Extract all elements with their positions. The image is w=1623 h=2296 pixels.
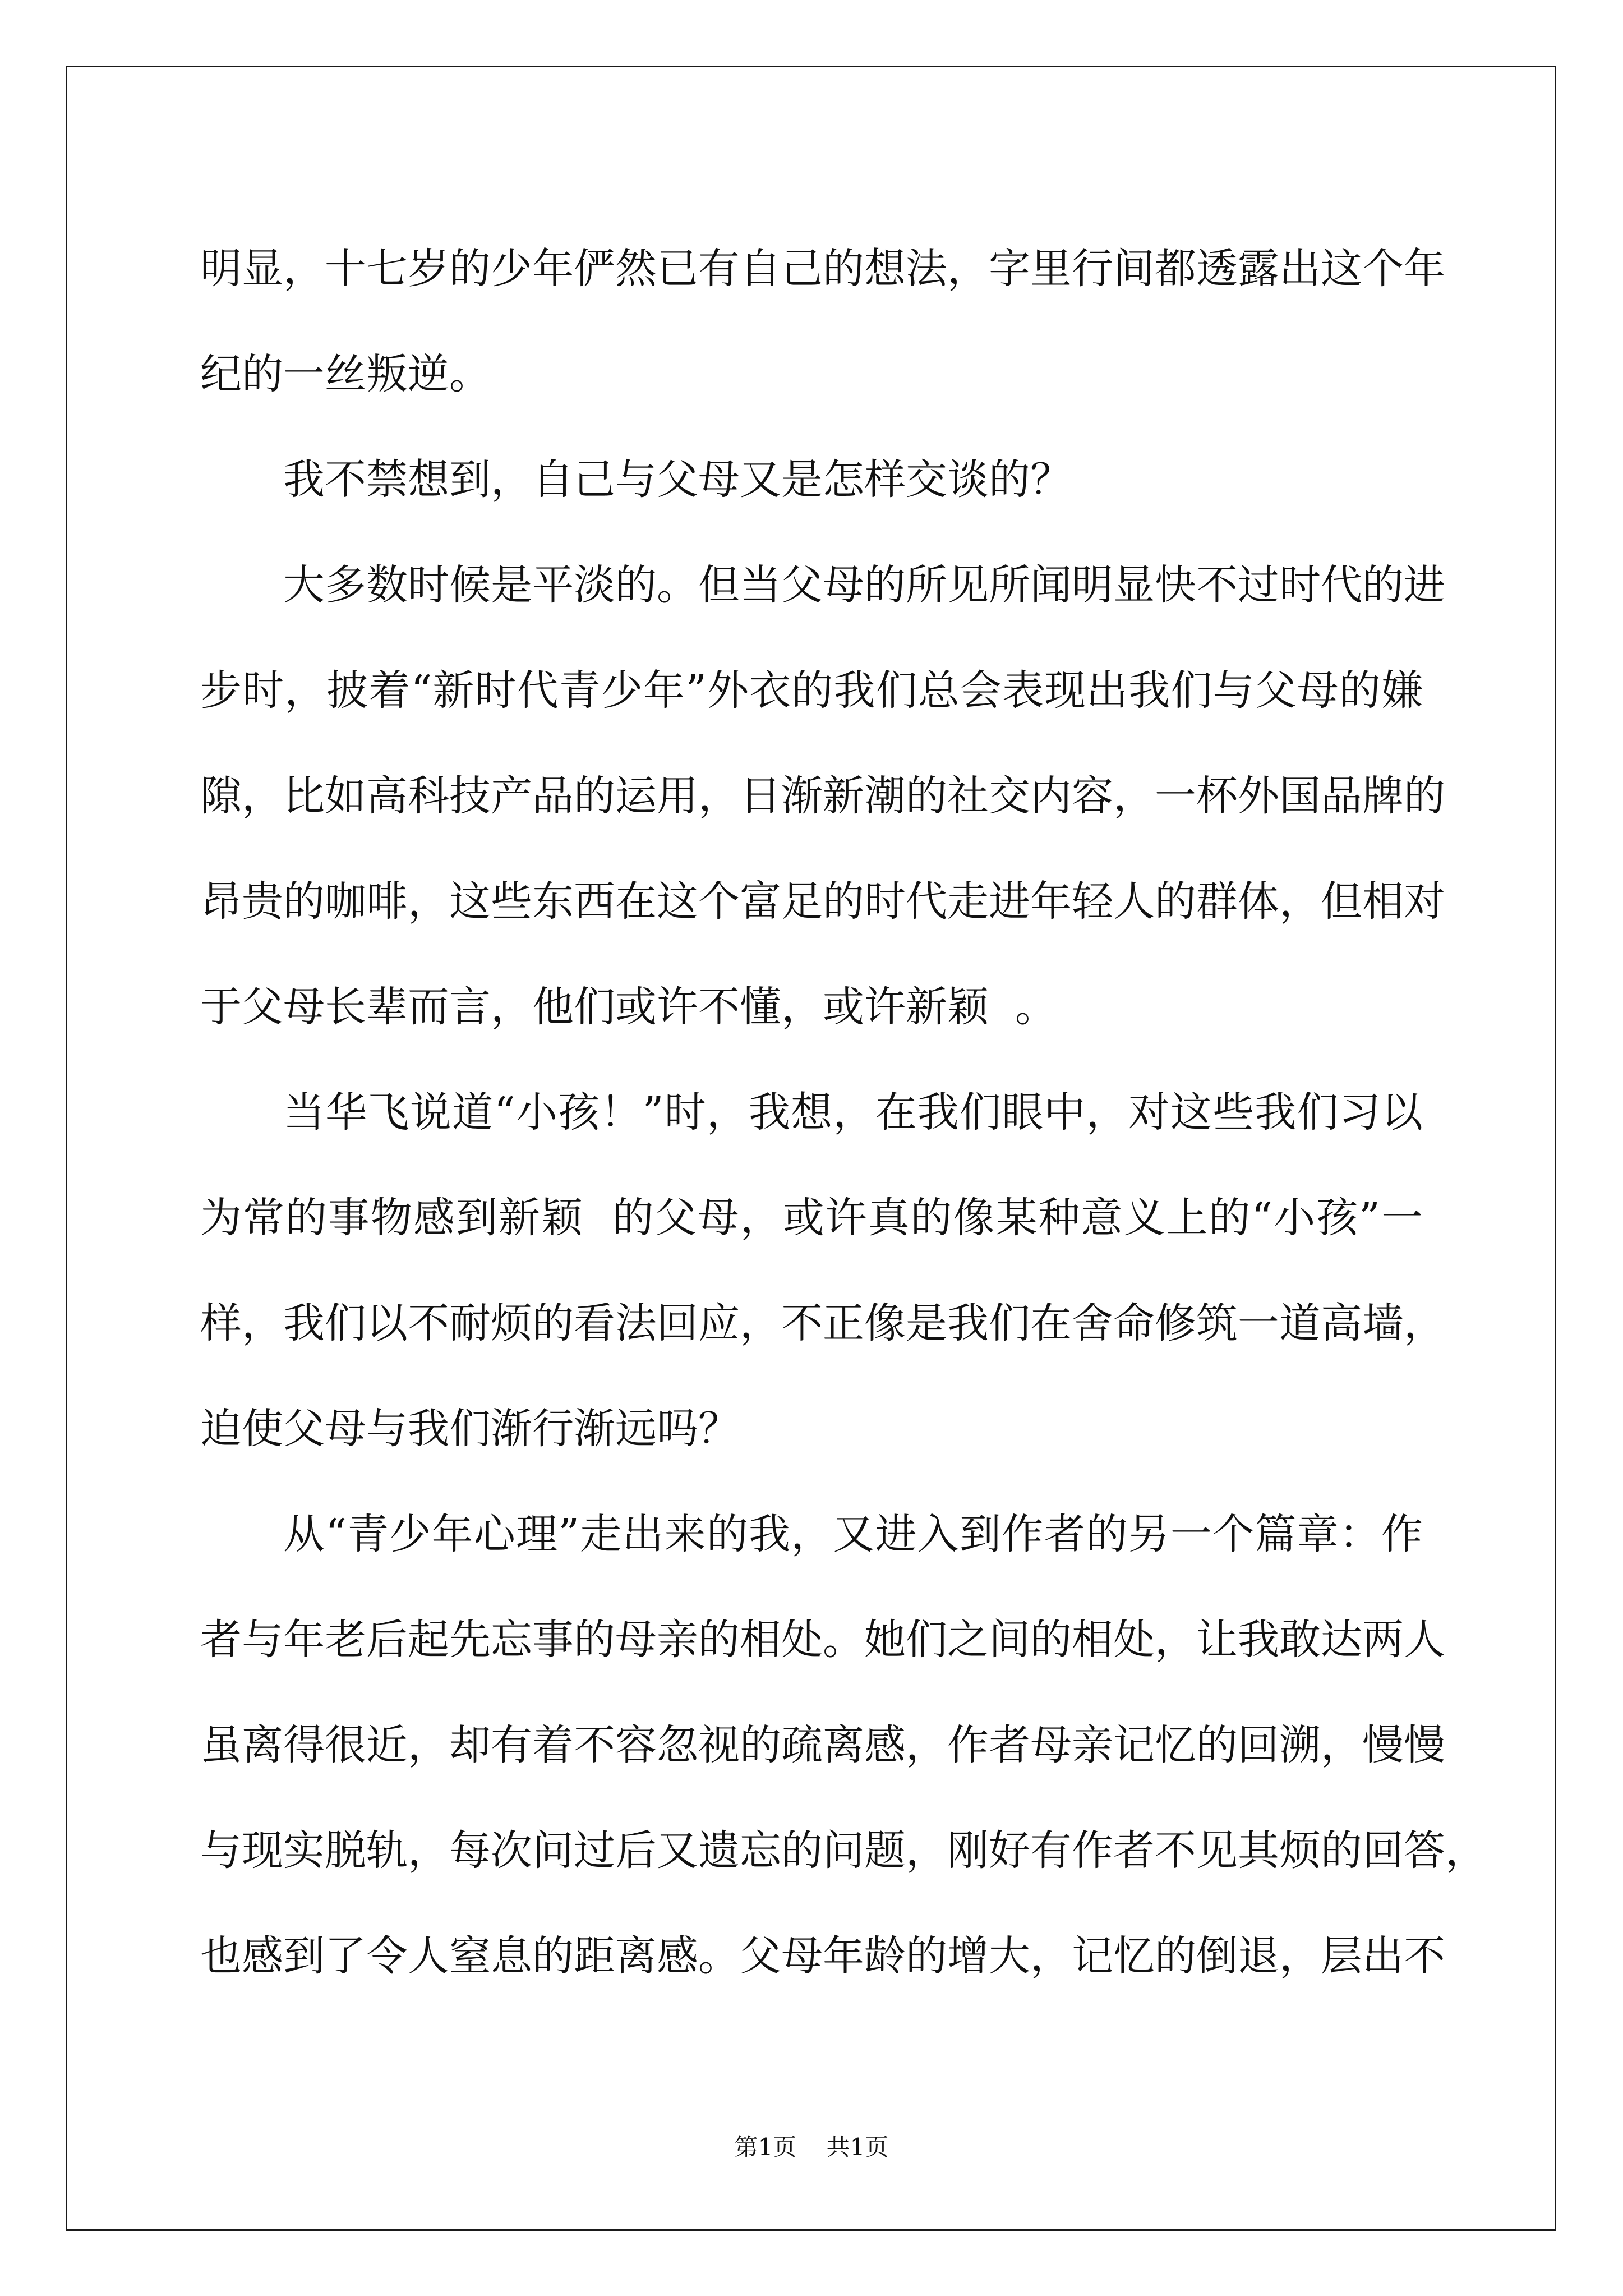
text-line: 明显，十七岁的少年俨然已有自己的想法，字里行间都透露出这个年: [200, 245, 1445, 293]
document-body: [200, 216, 1487, 2009]
text-line: 纪的一丝叛逆。: [200, 350, 491, 398]
text-line: 虽离得很近，却有着不容忽视的疏离感，作者母亲记忆的回溯，慢慢: [200, 1721, 1445, 1769]
page-footer: 第1页 共1页: [734, 2133, 889, 2161]
text-line: 迫使父母与我们渐行渐远吗？: [200, 1405, 740, 1453]
text-line: 也感到了令人窒息的距离感。父母年龄的增大，记忆的倒退，层出不: [200, 1932, 1445, 1980]
text-line: 于父母长辈而言，他们或许不懂，或许新颖 。: [200, 983, 1057, 1031]
text-line: 从“青少年心理”走出来的我，又进入到作者的另一个篇章：作: [283, 1510, 1423, 1558]
text-line: 者与年老后起先忘事的母亲的相处。她们之间的相处，让我敢达两人: [200, 1616, 1445, 1664]
text-line: 为常的事物感到新颖 的父母，或许真的像某种意义上的“小孩”一: [200, 1194, 1423, 1242]
text-line: 大多数时候是平淡的。但当父母的所见所闻明显快不过时代的进: [283, 561, 1445, 609]
text-line: 昂贵的咖啡，这些东西在这个富足的时代走进年轻人的群体，但相对: [200, 877, 1445, 926]
text-line: 我不禁想到，自己与父母又是怎样交谈的？: [283, 455, 1072, 504]
text-line: 步时，披着“新时代青少年”外衣的我们总会表现出我们与父母的嫌: [200, 666, 1423, 715]
text-line: 当华飞说道“小孩！”时，我想，在我们眼中，对这些我们习以: [283, 1088, 1423, 1137]
text-line: 隙，比如高科技产品的运用，日渐新潮的社交内容，一杯外国品牌的: [200, 772, 1445, 820]
text-line: 样，我们以不耐烦的看法回应，不正像是我们在舍命修筑一道高墙，: [200, 1299, 1445, 1347]
text-line: 与现实脱轨，每次问过后又遗忘的问题，刚好有作者不见其烦的回答，: [200, 1826, 1487, 1875]
